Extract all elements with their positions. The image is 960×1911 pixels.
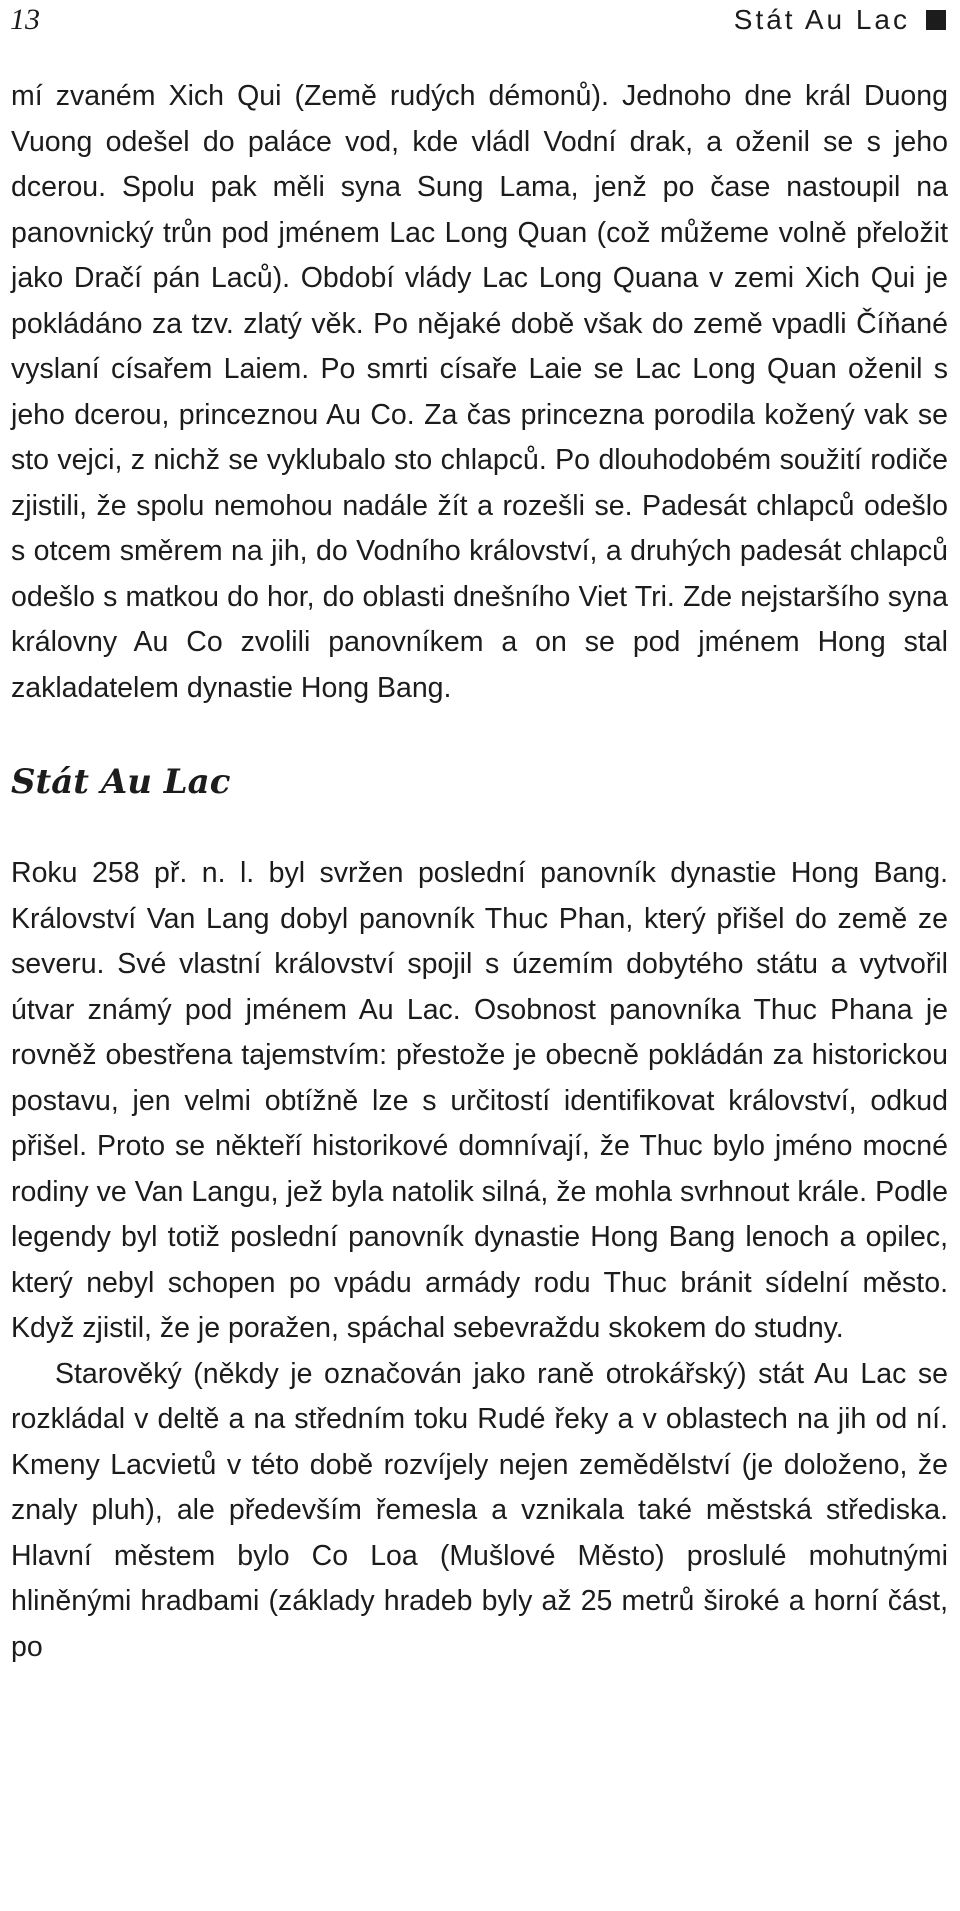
intro-paragraph: mí zvaném Xich Qui (Země rudých démonů). Jednoho dne král Duong Vuong odešel do paláce vod, kde vládl Vodní drak, a oženil se s jeho dcerou. Spolu pak měli syna Sung Lama, jenž po čase nastoupil na panovnický trůn pod jménem Lac Long Quan (což můžeme volně přeložit jako Dračí pán Laců). Období vlády Lac Long Quana v zemi Xich Qui je pokládáno za tzv. zlatý věk. Po nějaké době však do země vpadli Číňané vyslaní císařem Laiem. Po smrti císaře Laie se Lac Long Quan oženil s jeho dcerou, princeznou Au Co. Za čas princezna porodila kožený vak se sto vejci, z nichž se vyklubalo sto chlapců. Po dlouhodobém soužití rodiče zjistili, že spolu nemohou nadále žít a rozešli se. Padesát chlapců odešlo s otcem směrem na jih, do Vodního království, a druhých padesát chlapců odešlo s matkou do hor, do oblasti dnešního Viet Tri. Zde nejstaršího syna královny Au Co zvolili panovníkem a on se pod jménem Hong stal zakladatelem dynastie Hong Bang. xyxy=(11,80,948,704)
page-content xyxy=(11,74,948,1670)
running-head xyxy=(734,2,946,38)
section-paragraph-2: Starověký (někdy je označován jako raně otrokářský) stát Au Lac se rozkládal v deltě a na středním toku Rudé řeky a v oblastech na jih od ní. Kmeny Lacvietů v této době rozvíjely nejen zemědělství (je doloženo, že znaly pluh), ale především řemesla a vznikala také městská střediska. Hlavní městem bylo Co Loa (Mušlové Město) proslulé mohutnými hliněnými hradbami (základy hradeb byly až 25 metrů široké a horní část, po xyxy=(11,1357,948,1663)
running-title: Stát Au Lac xyxy=(733,4,910,35)
page-header xyxy=(0,0,960,40)
section-paragraph-1: Roku 258 př. n. l. byl svržen poslední panovník dynastie Hong Bang. Království Van Lang dobyl panovník Thuc Phan, který přišel do země ze severu. Své vlastní království spojil s územím dobytého státu a vytvořil útvar známý pod jménem Au Lac. Osobnost panovníka Thuc Phana je rovněž obestřena tajemstvím: přestože je obecně pokládán za historickou postavu, jen velmi obtížně lze s určitostí identifikovat království, odkud přišel. Proto se někteří historikové domnívají, že Thuc bylo jméno mocné rodiny ve Van Langu, jež byla natolik silná, že mohla svrhnout krále. Podle legendy byl totiž poslední panovník dynastie Hong Bang lenoch a opilec, který nebyl schopen po vpádu armády rodu Thuc bránit sídelní město. Když zjistil, že je poražen, spáchal sebevraždu skokem do studny. xyxy=(11,857,948,1344)
page-number: 13 xyxy=(10,3,40,36)
section-title: Stát Au Lac xyxy=(11,762,231,802)
black-square-icon xyxy=(926,10,946,30)
